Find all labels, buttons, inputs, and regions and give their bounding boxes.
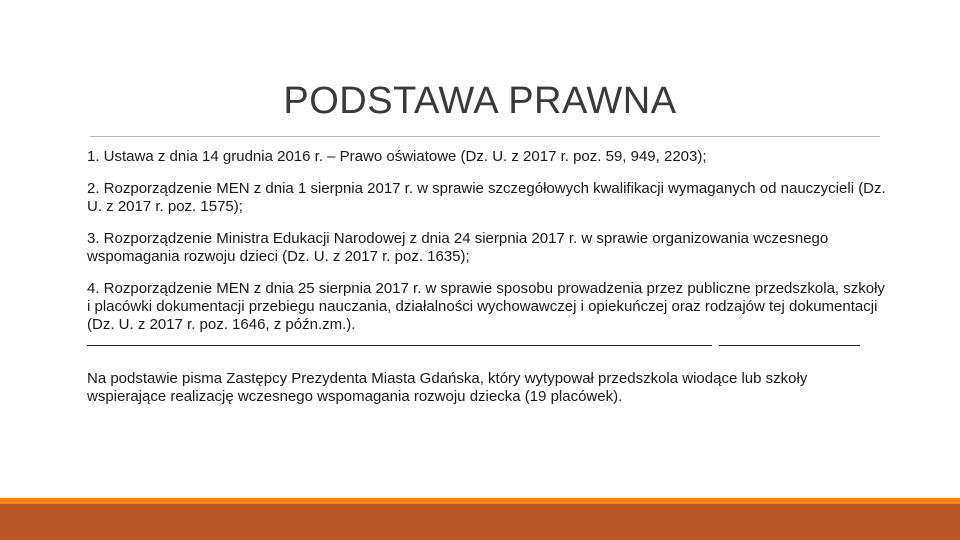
source-note: Na podstawie pisma Zastępcy Prezydenta Miasta Gdańska, który wytypował przedszkola wiodące lub szkoły wspierające realizację wczesnego wspomagania rozwoju dziecka (19 placówek). xyxy=(87,370,808,405)
content-body xyxy=(87,148,887,406)
legal-basis-item-4: 4. Rozporządzenie MEN z dnia 25 sierpnia 2017 r. w sprawie sposobu prowadzenia przez publiczne przedszkola, szkoły i placówki dokumentacji przebiegu nauczania, działalności wychowawczej i opiekuńczej oraz rodzajów tej dokumentacji (Dz. U. z 2017 r. poz. 1646, z późn.zm.). xyxy=(87,280,885,333)
separator-rule xyxy=(87,340,887,350)
slide-title: PODSTAWA PRAWNA xyxy=(283,80,677,122)
separator-segment-left xyxy=(87,345,712,346)
legal-basis-item-3: 3. Rozporządzenie Ministra Edukacji Narodowej z dnia 24 sierpnia 2017 r. w sprawie organizowania wczesnego wspomagania rozwoju dzieci (Dz. U. z 2017 r. poz. 1635); xyxy=(87,230,829,265)
separator-segment-right xyxy=(719,345,860,346)
legal-basis-item-1: 1. Ustawa z dnia 14 grudnia 2016 r. – Prawo oświatowe (Dz. U. z 2017 r. poz. 59, 949, 2203); xyxy=(87,148,707,165)
footer-bar xyxy=(0,504,960,540)
legal-basis-item-2: 2. Rozporządzenie MEN z dnia 1 sierpnia 2017 r. w sprawie szczegółowych kwalifikacji wymaganych od nauczycieli (Dz. U. z 2017 r. poz. 1575); xyxy=(87,180,886,215)
title-divider xyxy=(90,136,880,137)
